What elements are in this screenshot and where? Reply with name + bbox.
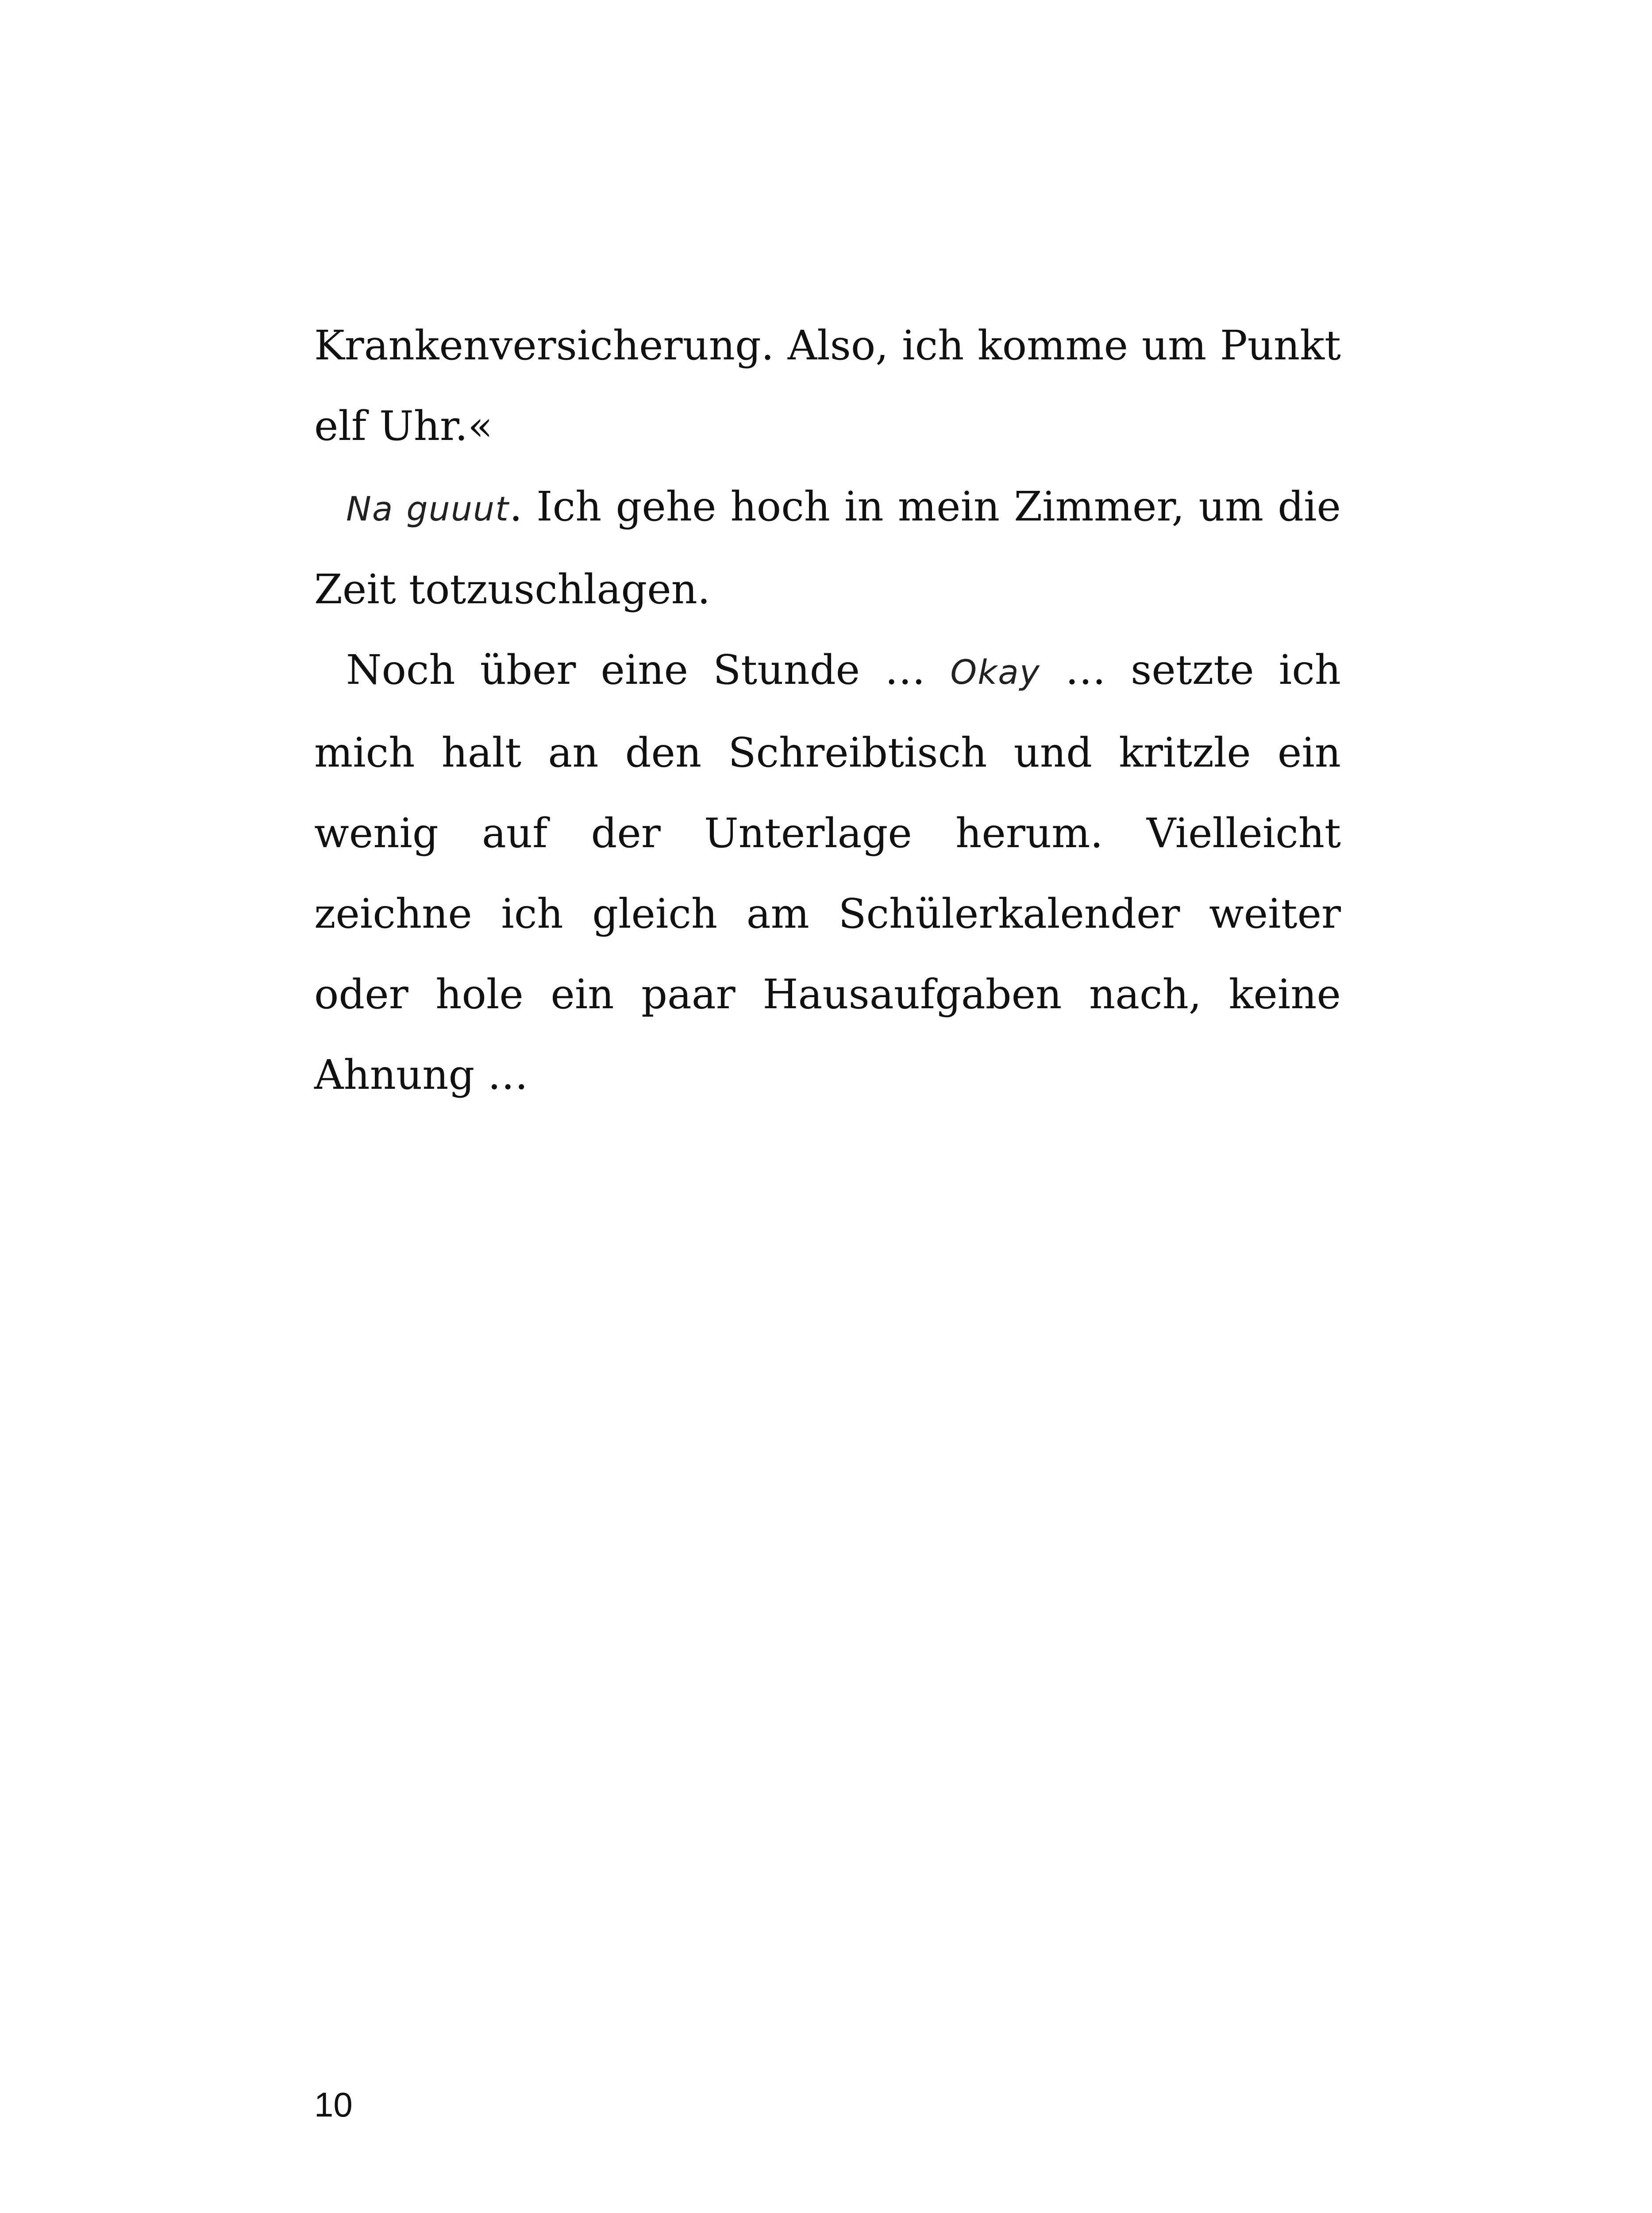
handwritten-okay: Okay [950, 652, 1040, 692]
paragraph-3-text-after: … setzte ich mich halt an den Schreibtisch und kritzle ein wenig auf der Unterlage herum. Vielleicht zeichne ich gleich am Schülerkalender weiter oder hole ein paar Hausaufgaben nach, keine Ahnung … [314, 646, 1341, 1099]
paragraph-2-text: . Ich gehe hoch in mein Zimmer, um die Zeit totzuschlagen. [314, 483, 1341, 613]
paragraph-2 [314, 467, 1341, 630]
paragraph-3 [314, 630, 1341, 1115]
body-text [314, 305, 1341, 1115]
handwritten-na-guuut: Na guuut [346, 489, 509, 528]
paragraph-3-text-before: Noch über eine Stunde … [346, 646, 951, 694]
paragraph-1-text: Krankenversicherung. Also, ich komme um Punkt elf Uhr.« [314, 322, 1341, 450]
page-number: 10 [314, 2085, 353, 2124]
paragraph-1 [314, 305, 1341, 467]
